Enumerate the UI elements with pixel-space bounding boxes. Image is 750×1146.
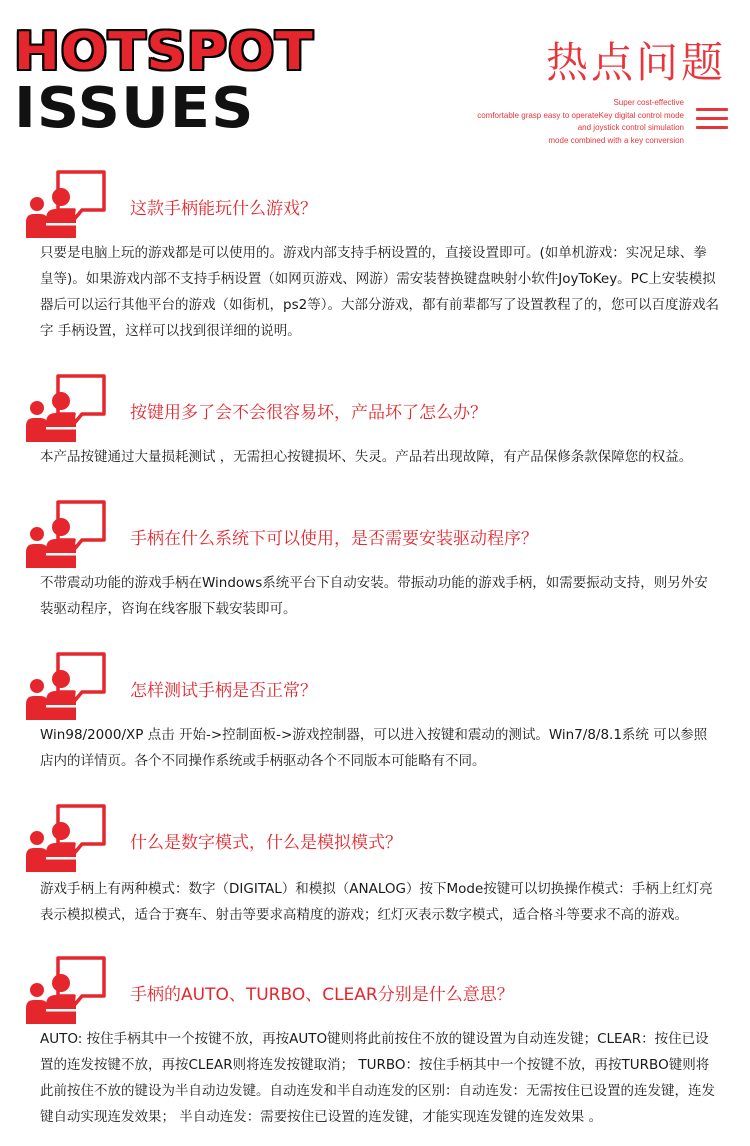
faq-question: 手柄的AUTO、TURBO、CLEAR分别是什么意思？ <box>130 985 514 1005</box>
faq-item <box>0 498 750 622</box>
faq-question: 什么是数字模式，什么是模拟模式？ <box>130 833 402 853</box>
logo-line-issues: ISSUES <box>14 76 255 141</box>
tagline <box>477 97 684 147</box>
faq-question: 手柄在什么系统下可以使用，是否需要安装驱动程序？ <box>130 529 538 549</box>
people-speech-bubble-icon <box>24 372 108 442</box>
faq-answer: 本产品按键通过大量损耗测试 ，无需担心按键损坏、失灵。产品若出现故障，有产品保修条款保障您的权益。 <box>40 449 693 465</box>
faq-item <box>0 168 750 344</box>
people-speech-bubble-icon <box>24 802 108 872</box>
tagline-line: and joystick control simulation <box>577 123 684 132</box>
faq-answer: 游戏手柄上有两种模式：数字（DIGITAL）和模拟（ANALOG）按下Mode按键可以切换操作模式：手柄上红灯亮表示模拟模式，适合于赛车、射击等要求高精度的游戏；红灯灭表示数字模式，适合格斗等要求不高的游戏。 <box>40 881 713 923</box>
people-speech-bubble-icon <box>24 498 108 568</box>
people-speech-bubble-icon <box>24 168 108 238</box>
hotspot-issues-logo <box>14 22 314 141</box>
faq-answer: AUTO: 按住手柄其中一个按键不放，再按AUTO键则将此前按住不放的键设置为自动连发键；CLEAR：按住已设置的连发按键不放，再按CLEAR则将连发按键取消； TURBO：按住手柄其中一个按键不放，再按TURBO键则将此前按住不放的键设为半自动边发键。自动连发和半自动连发的区别：自动连发：无需按住已设置的连发键，连发键自动实现连发效果； 半自动连发：需要按住已设置的连发键，才能实现连发键的连发效果 。 <box>40 1031 715 1125</box>
faq-answer: 只要是电脑上玩的游戏都是可以使用的。游戏内部支持手柄设置的，直接设置即可。(如单机游戏：实况足球、拳皇等)。如果游戏内部不支持手柄设置（如网页游戏、网游）需安装替换键盘映射小软件JoyToKey。PC上安装模拟器后可以运行其他平台的游戏（如街机，ps2等）。大部分游戏，都有前辈都写了设置教程了的，您可以百度游戏名字 手柄设置，这样可以找到很详细的说明。 <box>40 245 719 339</box>
faq-question: 这款手柄能玩什么游戏？ <box>130 199 317 219</box>
faq-question: 按键用多了会不会很容易坏，产品坏了怎么办？ <box>130 403 487 423</box>
faq-item <box>0 954 750 1130</box>
tagline-line: Super cost-effective <box>613 98 684 107</box>
people-speech-bubble-icon <box>24 954 108 1024</box>
people-speech-bubble-icon <box>24 650 108 720</box>
faq-item <box>0 802 750 928</box>
faq-answer: 不带震动功能的游戏手柄在Windows系统平台下自动安装。带振动功能的游戏手柄，如需要振动支持，则另外安装驱动程序，咨询在线客服下载安装即可。 <box>40 575 708 617</box>
logo-line-hotspot: HOTSPOT <box>14 22 314 82</box>
faq-answer: Win98/2000/XP 点击 开始->控制面板->游戏控制器，可以进入按键和震动的测试。Win7/8/8.1系统 可以参照店内的详情页。各个不同操作系统或手柄驱动各个不同版本可能略有不同。 <box>40 727 708 769</box>
tagline-line: mode combined with a key conversion <box>548 135 684 145</box>
tagline-line: comfortable grasp easy to operateKey digital control mode <box>477 110 684 120</box>
faq-item <box>0 372 750 470</box>
faq-item <box>0 650 750 774</box>
faq-question: 怎样测试手柄是否正常？ <box>130 681 317 701</box>
page-title: 热点问题 <box>545 38 726 87</box>
hamburger-menu-icon[interactable] <box>696 108 728 130</box>
